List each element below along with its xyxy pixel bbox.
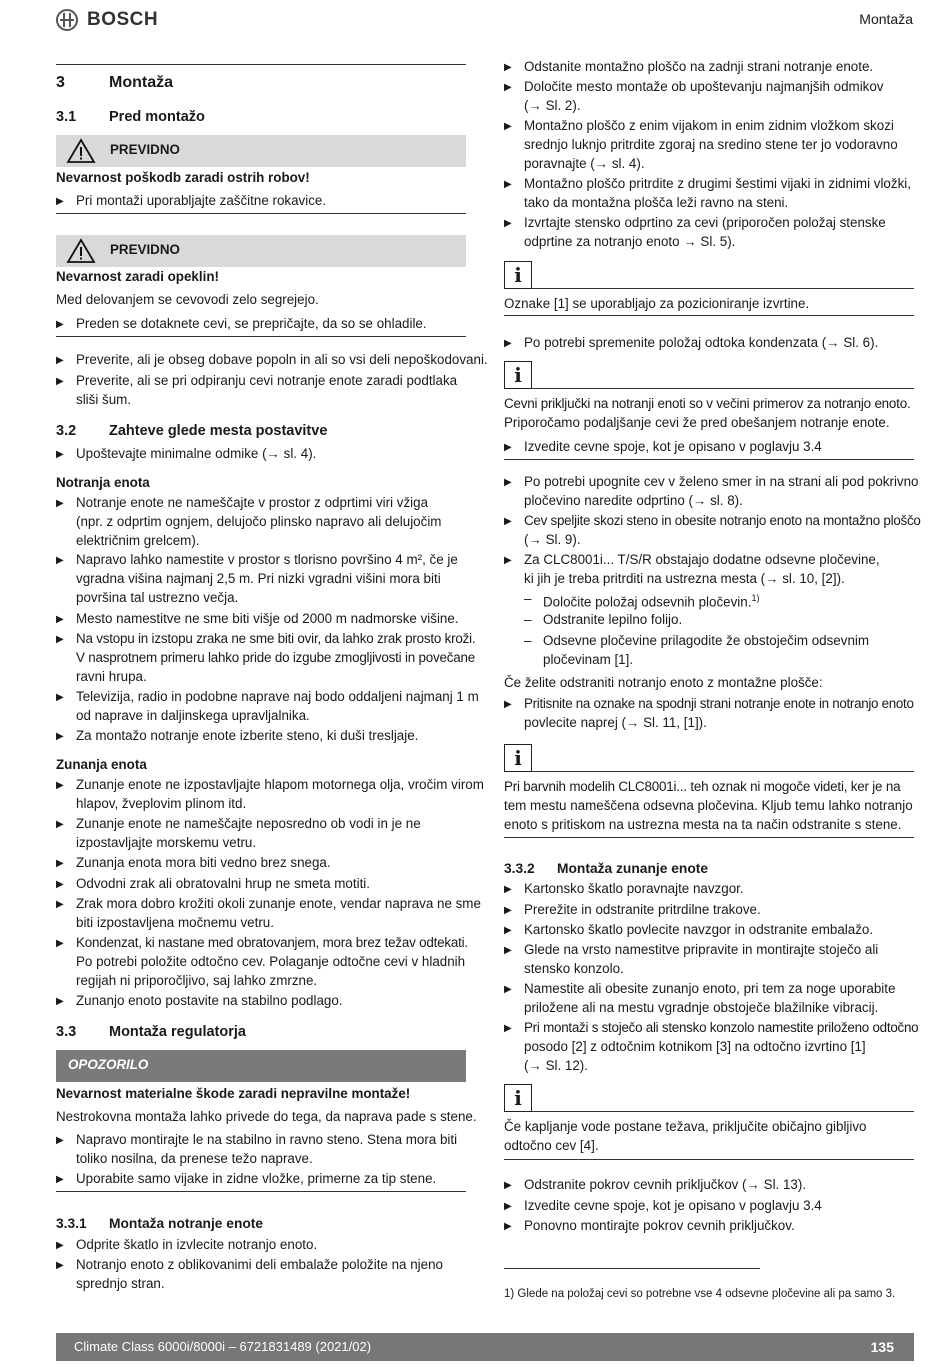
bullet-icon: ▶ <box>504 555 512 566</box>
section-3-1-number: 3.1 <box>56 109 77 125</box>
list-item-text: Napravo montirajte le na stabilno in ravno steno. Stena mora biti <box>76 1132 458 1147</box>
sub-list-item-text: Odstranite lepilno folijo. <box>543 612 683 627</box>
bullet-icon: ▶ <box>56 692 64 703</box>
list-item-text: Montažno ploščo pritrdite z drugimi šestimi vijaki in zidnimi vložki, <box>524 176 911 191</box>
list-item-text: Notranje enote ne nameščajte v prostor z odprtimi viri vžiga <box>76 495 429 510</box>
section-3-3-2-title: Montaža zunanje enote <box>557 861 709 876</box>
list-item-text: Namestite ali obesite zunanjo enoto, pri tem za noge uporabite <box>524 981 896 996</box>
list-item-text: Mesto namestitve ne sme biti višje od 2000 m nadmorske višine. <box>76 611 459 626</box>
footer-document-id: Climate Class 6000i/8000i – 6721831489 (2021/02) <box>74 1339 372 1354</box>
list-item-text: (→ Sl. 2). <box>524 98 581 113</box>
bullet-icon: ▶ <box>504 1180 512 1191</box>
info-text: Če kapljanje vode postane težava, priključite običajno gibljivo <box>504 1119 867 1134</box>
dash-icon: – <box>524 591 532 606</box>
list-item-text: ki jih je treba pritrditi na ustrezna mesta (→ sl. 10, [2]). <box>524 571 845 586</box>
list-item-text: vgradna višina najmanj 2,5 m. Pri nizki vgradni višini mora biti <box>76 571 441 586</box>
warning-triangle-icon <box>66 138 96 164</box>
bullet-icon: ▶ <box>504 1221 512 1232</box>
caution-box <box>56 135 466 167</box>
list-item-text: Napravo lahko namestite v prostor s tlorisno površino 4 m², če je <box>76 552 458 567</box>
bullet-icon: ▶ <box>504 82 512 93</box>
bullet-icon: ▶ <box>56 1240 64 1251</box>
section-3-3-title: Montaža regulatorja <box>109 1024 246 1040</box>
list-item-text: Za montažo notranje enote izberite steno, ki duši tresljaje. <box>76 728 419 743</box>
list-item-text: Glede na vrsto namestitve pripravite in montirajte stoječo ali <box>524 942 879 957</box>
section-3-2-number: 3.2 <box>56 423 77 439</box>
bullet-icon: ▶ <box>56 996 64 1007</box>
list-item <box>56 371 466 411</box>
info-icon <box>504 261 532 289</box>
list-item-text: Zunanjo enoto postavite na stabilno podlago. <box>76 993 343 1008</box>
list-item-text: (→ Sl. 12). <box>524 1058 588 1073</box>
info-icon <box>504 744 532 772</box>
bullet-icon: ▶ <box>504 1201 512 1212</box>
list-item-text: Po potrebi položite odtočno cev. Polaganje odtočne cevi v hladnih <box>76 954 466 969</box>
bullet-icon: ▶ <box>56 449 64 460</box>
list-item-text: Določite mesto montaže ob upoštevanju najmanjših odmikov <box>524 79 884 94</box>
list-item-text: povlecite naprej (→ Sl. 11, [1]). <box>524 715 707 730</box>
list-item-text: srednjo luknjo pritrdite zgoraj na sredino stene ter jo vodoravno <box>524 137 898 152</box>
list-item-text: Televizija, radio in podobne naprave naj bodo oddaljeni najmanj 1 m <box>76 689 479 704</box>
bullet-icon: ▶ <box>504 218 512 229</box>
bullet-icon: ▶ <box>504 179 512 190</box>
divider <box>56 213 466 214</box>
running-header: Montaža <box>859 11 913 27</box>
list-item-text: ravni hrupa. <box>76 669 147 684</box>
list-item-text: Izvrtajte stensko odprtino za cevi (priporočen položaj stenske <box>524 215 886 230</box>
list-item-text: Preden se dotaknete cevi, se prepričajte, da so se ohladile. <box>76 316 427 331</box>
bullet-icon: ▶ <box>504 442 512 453</box>
list-item-text: poravnajte (→ sl. 4). <box>524 156 645 171</box>
bullet-icon: ▶ <box>56 858 64 869</box>
list-item-text: Izvedite cevne spoje, kot je opisano v poglavju 3.4 <box>524 439 822 454</box>
divider <box>504 459 914 460</box>
section-3-1-title: Pred montažo <box>109 109 205 125</box>
bullet-icon: ▶ <box>504 905 512 916</box>
list-item-text: od naprave in daljinskega upravljalnika. <box>76 708 310 723</box>
list-item-text: stensko konzolo. <box>524 961 624 976</box>
footnote-divider <box>504 1268 760 1269</box>
list-item-text: Odprite škatlo in izvlecite notranjo enoto. <box>76 1237 318 1252</box>
bullet-icon: ▶ <box>56 498 64 509</box>
list-item-text: hlapov, žveplovim plinom itd. <box>76 796 247 811</box>
list-item-text: Odstranite pokrov cevnih priključkov (→ Sl. 13). <box>524 1177 807 1192</box>
list-item-text: površina tal ustrezno večja. <box>76 590 239 605</box>
divider <box>56 1191 466 1192</box>
section-3-number: 3 <box>56 74 65 91</box>
bullet-icon: ▶ <box>504 477 512 488</box>
info-icon <box>504 1084 532 1112</box>
warning-title: Nevarnost materialne škode zaradi nepravilne montaže! <box>56 1086 411 1101</box>
list-item-text: Pri montaži s stoječo ali stensko konzolo namestite priloženo odtočno <box>524 1020 919 1035</box>
list-item-text: Kartonsko škatlo povlecite navzgor in odstranite embalažo. <box>524 922 874 937</box>
brand-name: BOSCH <box>87 9 159 30</box>
bullet-icon: ▶ <box>56 614 64 625</box>
list-item-text: Ponovno montirajte pokrov cevnih priključkov. <box>524 1218 795 1233</box>
caution-label: PREVIDNO <box>110 242 180 257</box>
divider <box>532 288 914 289</box>
caution-text: Med delovanjem se cevovodi zelo segrejejo. <box>56 292 319 307</box>
divider <box>532 771 914 772</box>
bullet-icon: ▶ <box>56 376 64 387</box>
list-item-text: Kondenzat, ki nastane med obratovanjem, mora brez težav odtekati. <box>76 935 468 950</box>
list-item-text: sprednjo stran. <box>76 1276 165 1291</box>
list-item-text: posodo [2] z odtočnim kotnikom [3] na odtočno izvrtino [1] <box>524 1039 866 1054</box>
sub-list-item-text: Odsevne pločevine prilagodite že obstoječim odsevnim <box>543 633 870 648</box>
divider <box>532 388 914 389</box>
list-item-text: Cev speljite skozi steno in obesite notranjo enoto na montažno ploščo <box>524 513 921 528</box>
list-item-text: Upoštevajte minimalne odmike (→ sl. 4). <box>76 446 317 461</box>
bullet-icon: ▶ <box>504 884 512 895</box>
bullet-icon: ▶ <box>56 731 64 742</box>
info-text: Cevni priključki na notranji enoti so v večini primerov za notranjo enoto. <box>504 396 911 411</box>
list-item-text: Uporabite samo vijake in zidne vložke, primerne za tip stene. <box>76 1171 437 1186</box>
list-item-text: električnim grelcem). <box>76 533 200 548</box>
info-glyph: i <box>514 746 522 770</box>
info-glyph: i <box>514 1086 522 1110</box>
warning-box <box>56 1050 466 1082</box>
bullet-icon: ▶ <box>504 338 512 349</box>
sub-list-item-text <box>543 589 759 611</box>
list-item-text: Po potrebi spremenite položaj odtoka kondenzata (→ Sl. 6). <box>524 335 879 350</box>
bullet-icon: ▶ <box>56 819 64 830</box>
section-3-title: Montaža <box>109 74 173 91</box>
divider <box>56 64 466 65</box>
bullet-icon: ▶ <box>504 945 512 956</box>
list-item-text: priložene ali na mestu vgradnje obstoječe blažilnike vibracij. <box>524 1000 879 1015</box>
bullet-icon: ▶ <box>56 555 64 566</box>
section-3-3-number: 3.3 <box>56 1024 77 1040</box>
list-item-text: biti izpostavljena močnemu vetru. <box>76 915 274 930</box>
caution-title: Nevarnost poškodb zaradi ostrih robov! <box>56 170 310 185</box>
list-item-text: Pritisnite na oznake na spodnji strani notranje enote in notranjo enoto <box>524 696 914 711</box>
bosch-armature-icon <box>56 9 78 31</box>
info-text: Oznake [1] se uporabljajo za pozicioniranje izvrtine. <box>504 296 810 311</box>
list-item-text: Izvedite cevne spoje, kot je opisano v poglavju 3.4 <box>524 1198 822 1213</box>
dash-icon: – <box>524 633 532 648</box>
list-item-text: (npr. z odprtim ognjem, delujočo plinsko napravo ali delujočim <box>76 514 442 529</box>
list-item-text: Zrak mora dobro krožiti okoli zunanje enote, vendar naprava ne sme <box>76 896 481 911</box>
list-item-text: regijah ni priporočljivo, saj lahko zmrzne. <box>76 973 318 988</box>
list-item-text: Odstanite montažno ploščo na zadnji strani notranje enote. <box>524 59 874 74</box>
bullet-icon: ▶ <box>504 699 512 710</box>
list-item-text: Montažno ploščo z enim vijakom in enim zidnim vložkom skozi <box>524 118 894 133</box>
list-item-text: izpostavljajte morskemu vetru. <box>76 835 257 850</box>
bullet-icon: ▶ <box>504 62 512 73</box>
list-item-text: V nasprotnem primeru lahko pride do izgube zmogljivosti in povečane <box>76 650 475 665</box>
bullet-icon: ▶ <box>56 355 64 366</box>
bullet-icon: ▶ <box>56 1174 64 1185</box>
bullet-icon: ▶ <box>504 925 512 936</box>
bullet-icon: ▶ <box>56 780 64 791</box>
list-item-text: sliši šum. <box>76 392 132 407</box>
section-3-3-2-number: 3.3.2 <box>504 861 535 876</box>
list-item-text: toliko nosilna, da prenese težo naprave. <box>76 1151 313 1166</box>
divider <box>504 837 914 838</box>
list-item-text: Kartonsko škatlo poravnajte navzgor. <box>524 881 744 896</box>
list-item-text: Preverite, ali je obseg dobave popoln in ali so vsi deli nepoškodovani. <box>76 352 488 367</box>
divider <box>56 336 466 337</box>
brand-logo <box>56 8 158 32</box>
list-item-text: tako da montažna plošča leži ravno na steni. <box>524 195 789 210</box>
list-item-text: Po potrebi upognite cev v želeno smer in na strani ali pod pokrivno <box>524 474 919 489</box>
section-3-2-title: Zahteve glede mesta postavitve <box>109 423 328 439</box>
list-item-text: Notranjo enoto z oblikovanimi deli embalaže položite na njeno <box>76 1257 443 1272</box>
divider <box>504 315 914 316</box>
list-item-text: odprtine za notranjo enoto → Sl. 5). <box>524 234 736 249</box>
info-text: tem mestu nameščena odsevna pločevina. Kljub temu lahko notranjo <box>504 798 913 813</box>
bullet-icon: ▶ <box>504 516 512 527</box>
sub-list-item-text-main: Določite položaj odsevnih pločevin. <box>543 594 752 610</box>
divider <box>532 1111 914 1112</box>
bullet-icon: ▶ <box>56 1135 64 1146</box>
list-item-text: pločevino naredite odprtino (→ sl. 8). <box>524 493 743 508</box>
divider <box>504 1159 914 1160</box>
info-glyph: i <box>514 263 522 287</box>
bullet-icon: ▶ <box>56 634 64 645</box>
list-item-text: Na vstopu in izstopu zraka ne sme biti ovir, da lahko zrak prosto kroži. <box>76 631 476 646</box>
bullet-icon: ▶ <box>504 984 512 995</box>
list-item-text: Za CLC8001i... T/S/R obstajajo dodatne odsevne pločevine, <box>524 552 880 567</box>
footnote: 1) Glede na položaj cevi so potrebne vse 4 odsevne pločevine ali pa samo 3. <box>504 1288 896 1300</box>
warning-label: OPOZORILO <box>68 1057 149 1072</box>
section-3-3-1-number: 3.3.1 <box>56 1216 87 1231</box>
list-item-text: Zunanje enote ne izpostavljajte hlapom motornega olja, vročim virom <box>76 777 484 792</box>
page-footer <box>56 1333 914 1361</box>
list-item-text: Zunanje enote ne nameščajte neposredno ob vodi in je ne <box>76 816 421 831</box>
list-item-text: Prerežite in odstranite pritrdilne trakove. <box>524 902 761 917</box>
info-text: Pri barvnih modelih CLC8001i... teh oznak ni mogoče videti, ker je na <box>504 779 901 794</box>
bullet-icon: ▶ <box>504 1023 512 1034</box>
list-item-text: Zunanja enota mora biti vedno brez snega. <box>76 855 331 870</box>
list-item-text: (→ Sl. 9). <box>524 532 581 547</box>
footnote-ref: 1) <box>751 593 760 603</box>
info-glyph: i <box>514 363 522 387</box>
warning-triangle-icon <box>66 238 96 264</box>
caution-label: PREVIDNO <box>110 142 180 157</box>
bullet-icon: ▶ <box>56 899 64 910</box>
info-text: Priporočamo podaljšanje cevi že pred obešanjem notranje enote. <box>504 415 890 430</box>
list-item-text: Odvodni zrak ali obratovalni hrup ne smeta motiti. <box>76 876 370 891</box>
subheading-outdoor: Zunanja enota <box>56 757 147 772</box>
info-icon <box>504 361 532 389</box>
list-item-text: Pri montaži uporabljajte zaščitne rokavice. <box>76 193 327 208</box>
info-text: odtočno cev [4]. <box>504 1138 599 1153</box>
caution-title: Nevarnost zaradi opeklin! <box>56 269 219 284</box>
paragraph: Če želite odstraniti notranjo enoto z montažne plošče: <box>504 675 823 690</box>
bullet-icon: ▶ <box>56 319 64 330</box>
info-text: enoto s pritiskom na ustrezna mesta na ta način odstranite s stene. <box>504 817 902 832</box>
list-item-text: Preverite, ali se pri odpiranju cevi notranje enote zaradi podtlaka <box>76 373 458 388</box>
bullet-icon: ▶ <box>56 1260 64 1271</box>
warning-text: Nestrokovna montaža lahko privede do tega, da naprava pade s stene. <box>56 1109 477 1124</box>
sub-list-item-text: pločevinam [1]. <box>543 652 634 667</box>
bullet-icon: ▶ <box>56 196 64 207</box>
page-number: 135 <box>870 1339 894 1355</box>
bullet-icon: ▶ <box>56 938 64 949</box>
subheading-indoor: Notranja enota <box>56 475 150 490</box>
bullet-icon: ▶ <box>56 879 64 890</box>
dash-icon: – <box>524 612 532 627</box>
section-3-3-1-title: Montaža notranje enote <box>109 1216 264 1231</box>
bullet-icon: ▶ <box>504 121 512 132</box>
caution-box <box>56 235 466 267</box>
